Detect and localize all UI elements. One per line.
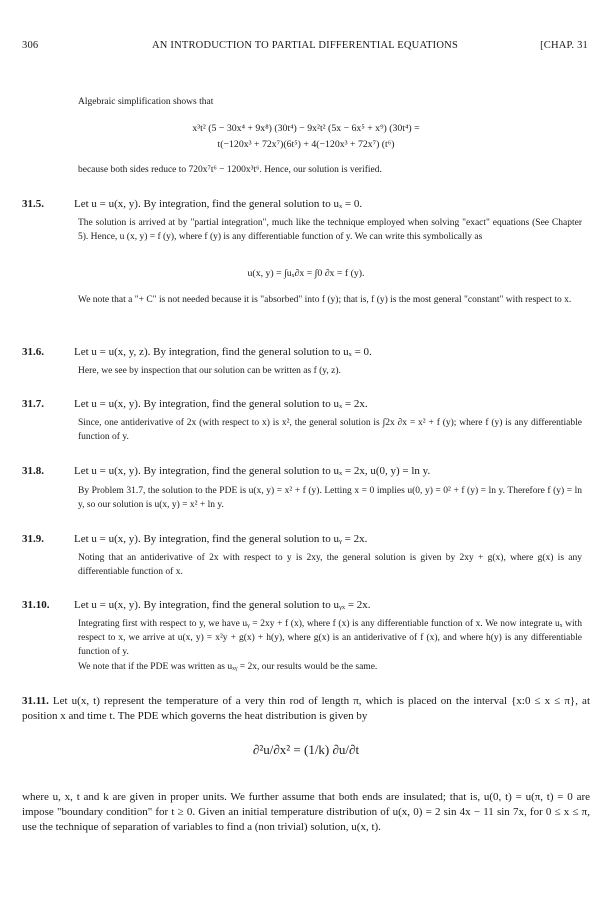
problem-number: 31.5. <box>22 198 44 210</box>
running-title: AN INTRODUCTION TO PARTIAL DIFFERENTIAL EQUATIONS <box>152 40 458 51</box>
solution-31-9: Noting that an antiderivative of 2x with respect to y is 2xy, the general solution is given by 2xy + g(x), where g(x) is any differentiable function of x. <box>78 553 582 577</box>
problem-31-7 <box>22 397 590 412</box>
problem-statement: Let u = u(x, y). By integration, find the general solution to uᵧ = 2x. <box>74 533 368 545</box>
problem-31-5 <box>22 197 590 212</box>
chapter-label: [CHAP. 31 <box>540 40 588 51</box>
solution-31-10-para-2: We note that if the PDE was written as uₓᵧ = 2x, our results would be the same. <box>78 662 378 672</box>
page-header <box>22 40 588 56</box>
problem-statement: Let u = u(x, y, z). By integration, find the general solution to uₓ = 0. <box>74 346 372 358</box>
problem-statement: Let u(x, t) represent the temperature of a very thin rod of length π, which is placed on the interval {x:0 ≤ x ≤ π}, at position x and time t. The PDE which governs the heat distribution is given by <box>22 695 590 722</box>
problem-statement: Let u = u(x, y). By integration, find the general solution to uₓ = 2x, u(0, y) = ln y. <box>74 465 431 477</box>
problem-31-11 <box>22 694 590 724</box>
problem-31-10 <box>22 598 590 613</box>
problem-statement: Let u = u(x, y). By integration, find the general solution to uₓ = 2x. <box>74 398 368 410</box>
problem-number: 31.6. <box>22 346 44 358</box>
problem-number: 31.11. <box>22 695 49 707</box>
problem-number: 31.9. <box>22 533 44 545</box>
solution-31-5-para-1: The solution is arrived at by "partial integration", much like the technique employed when solving "exact" equations (See Chapter 5). Hence, u (x, y) = f (y), where f (y) is any differentiable function of y. We can write this symbolically as <box>78 218 582 242</box>
problem-31-9 <box>22 532 590 547</box>
intro-equation-2: t(−120x³ + 72x⁷)(6t⁵) + 4(−120x³ + 72x⁷) (t⁶) <box>217 139 395 150</box>
problem-number: 31.7. <box>22 398 44 410</box>
heat-equation: ∂²u/∂x² = (1/k) ∂u/∂t <box>252 742 360 757</box>
solution-31-5-para-2: We note that a "+ C" is not needed because it is "absorbed" into f (y); that is, f (y) is the most general "constant" with respect to x. <box>78 295 572 305</box>
intro-equation-1: x³t² (5 − 30x⁴ + 9x⁸) (30t⁴) − 9x²t² (5x − 6x⁵ + x⁹) (30t⁴) = <box>192 123 420 134</box>
problem-31-6 <box>22 345 590 360</box>
problem-31-8 <box>22 464 590 479</box>
intro-text: Algebraic simplification shows that <box>78 97 214 107</box>
solution-31-6: Here, we see by inspection that our solution can be written as f (y, z). <box>78 366 341 376</box>
solution-31-7: Since, one antiderivative of 2x (with respect to x) is x², the general solution is ∫2x ∂x = x² + f (y); where f (y) is any differentiable function of y. <box>78 418 582 442</box>
solution-31-10-para-1: Integrating first with respect to y, we have uᵧ = 2xy + f (x), where f (x) is any differentiable function of x. We now integrate uₓ with respect to x, we arrive at u(x, y) = x²y + g(x) + h(y), where g(x) is an antiderivative of f (x), and where h(y) is any differentiable function of y. <box>78 619 582 657</box>
problem-number: 31.10. <box>22 599 50 611</box>
page-number: 306 <box>22 40 39 51</box>
intro-conclusion: because both sides reduce to 720x⁷t⁶ − 1200x³t⁶. Hence, our solution is verified. <box>78 165 382 175</box>
problem-statement: Let u = u(x, y). By integration, find the general solution to uᵧₓ = 2x. <box>74 599 371 611</box>
solution-31-5-equation: u(x, y) = ∫uₓ∂x = ∫0 ∂x = f (y). <box>247 268 365 279</box>
problem-statement: Let u = u(x, y). By integration, find the general solution to uₓ = 0. <box>74 198 363 210</box>
problem-31-11-continuation: where u, x, t and k are given in proper units. We further assume that both ends are insulated; that is, u(0, t) = u(π, t) = 0 are impose "boundary condition" for t ≥ 0. Given an initial temperature distribution of u(x, 0) = 2 sin 4x − 11 sin 7x, for 0 ≤ x ≤ π, use the technique of separation of variables to find a (non trivial) solution, u(x, t). <box>22 791 590 833</box>
problem-number: 31.8. <box>22 465 44 477</box>
solution-31-8: By Problem 31.7, the solution to the PDE is u(x, y) = x² + f (y). Letting x = 0 implies u(0, y) = 0² + f (y) = ln y. Therefore f (y) = ln y, so our solution is u(x, y) = x² + ln y. <box>78 486 582 510</box>
